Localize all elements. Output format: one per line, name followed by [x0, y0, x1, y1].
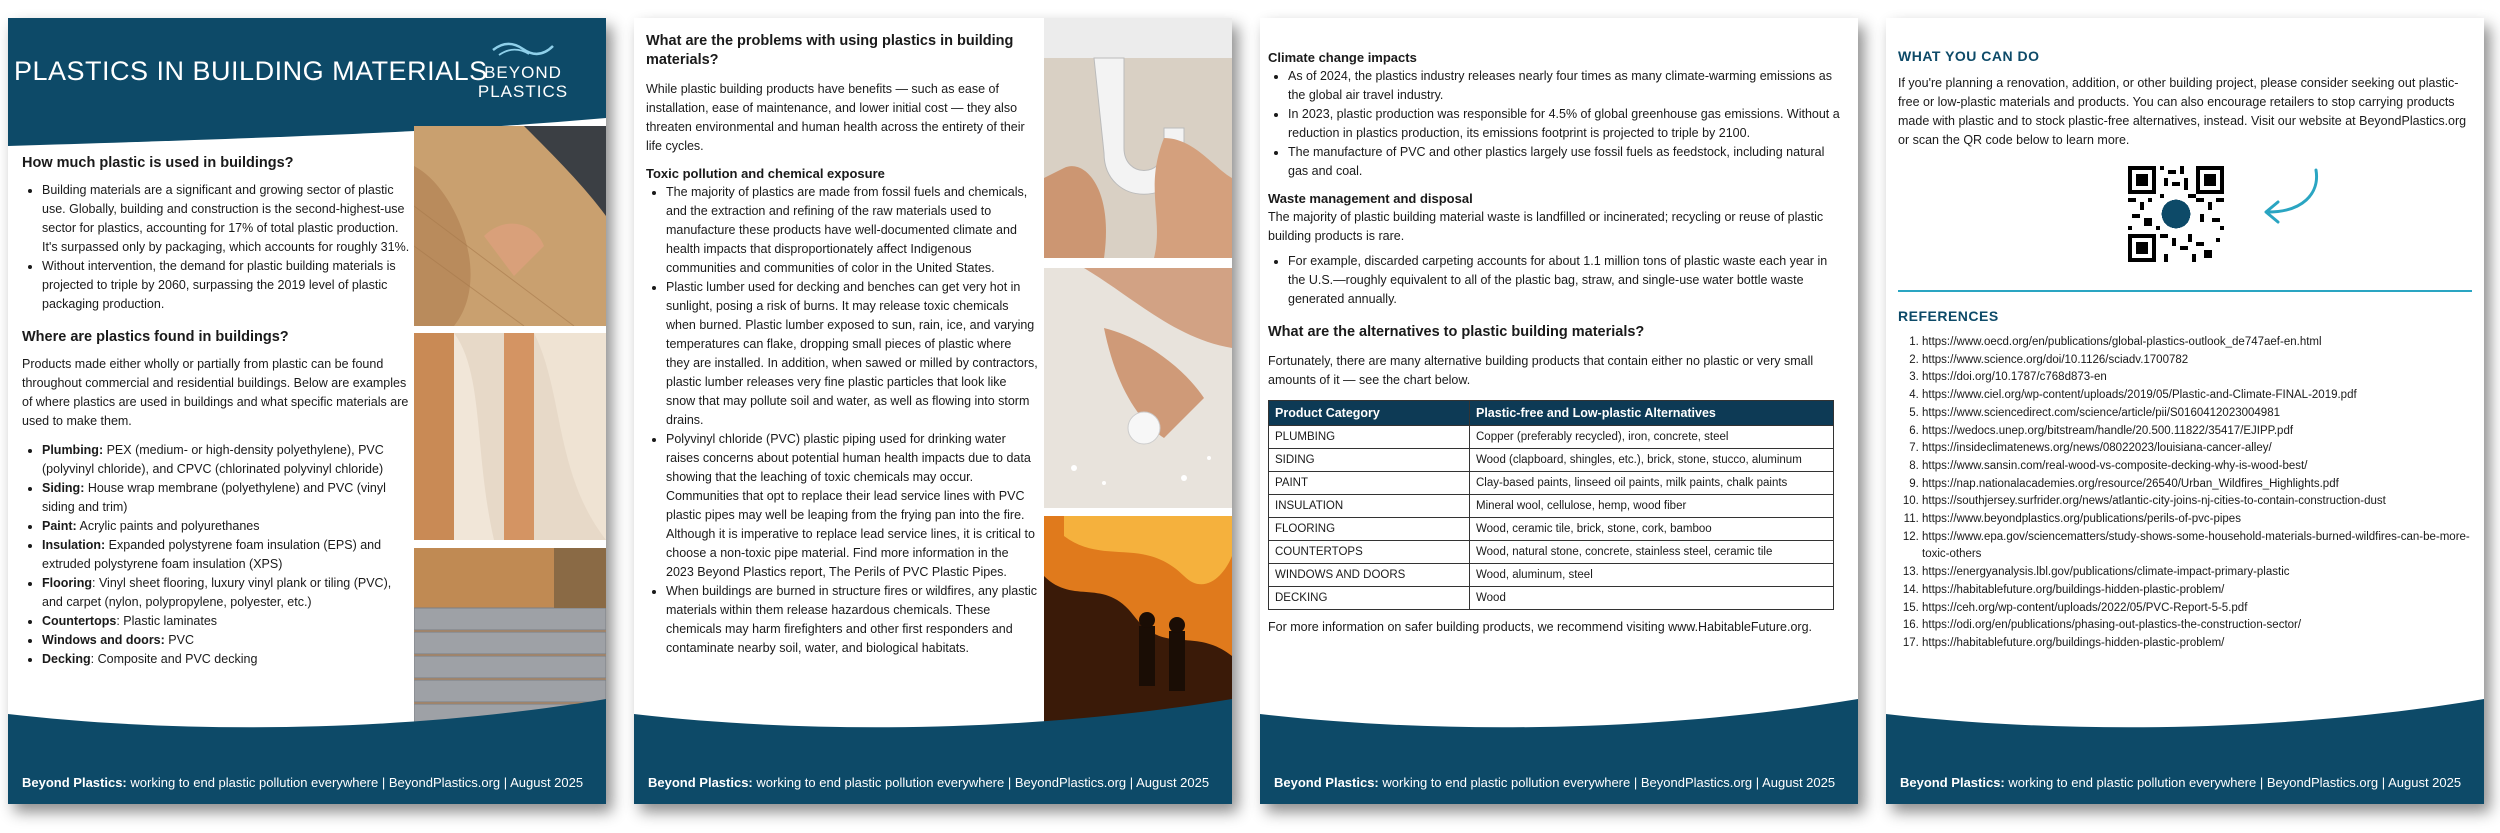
table-row: PAINT Clay-based paints, linseed oil paints, milk paints, chalk paints [1269, 472, 1834, 495]
footer [634, 699, 1232, 804]
where-paragraph: Products made either wholly or partially from plastic can be found throughout commercial and residential buildings. Below are examples of where plastics are used in buildings and what specific materials are used to make them. [22, 357, 409, 428]
wave-logo-icon [491, 40, 555, 58]
problems-heading: What are the problems with using plastics in building materials? [646, 33, 1014, 68]
problems-intro: While plastic building products have benefits — such as ease of installation, ease of maintenance, and lower initial cost — they also threaten environmental and human health across the entirety of their life cycles. [646, 82, 1025, 153]
alternatives-paragraph: Fortunately, there are many alternative building products that contain either no plastic or very small amounts of it — see the chart below. [1268, 354, 1814, 387]
list-item: • For example, discarded carpeting accounts for about 1.1 million tons of plastic waste each year in the U.S.—roughly equivalent to all of the plastic bag, straw, and single-use water bottle waste generated annually. [1288, 252, 1846, 309]
section-heading-where: Where are plastics found in buildings? [22, 329, 289, 345]
reference-link[interactable]: 2. https://www.science.org/doi/10.1126/sciadv.1700782 [1922, 352, 2472, 370]
reference-link[interactable]: 14. https://habitablefuture.org/buildings-hidden-plastic-problem/ [1922, 582, 2472, 600]
footer [1886, 699, 2484, 804]
qr-code[interactable] [2128, 166, 2224, 262]
reference-link[interactable]: 12. https://www.epa.gov/sciencematters/study-shows-some-household-materials-burned-wildfires-can-be-more-toxic-others [1922, 529, 2472, 564]
list-item: • Countertops: Plastic laminates [42, 612, 410, 631]
footer [1260, 699, 1858, 804]
reference-link[interactable]: 11. https://www.beyondplastics.org/publications/perils-of-pvc-pipes [1922, 511, 2472, 529]
page-title: PLASTICS IN BUILDING MATERIALS [14, 56, 488, 86]
reference-link[interactable]: 6. https://wedocs.unep.org/bitstream/handle/20.500.11822/35417/EJIPP.pdf [1922, 423, 2472, 441]
arrow-icon [2254, 166, 2324, 226]
climate-list [1268, 67, 1846, 181]
flooring-photo [414, 126, 606, 326]
table-row: SIDING Wood (clapboard, shingles, etc.), brick, stone, stucco, aluminum [1269, 449, 1834, 472]
footer-site-link[interactable]: BeyondPlastics.org [1640, 775, 1753, 790]
list-item: • When buildings are burned in structure fires or wildfires, any plastic materials within them release hazardous chemicals. These chemicals may harm firefighters and other first responders and contaminate nearby soil, water, and biological habitats. [666, 582, 1038, 658]
toxic-list [646, 183, 1038, 658]
references-list [1898, 334, 2472, 653]
footer-text: Beyond Plastics: working to end plastic pollution everywhere | BeyondPlastics.org | August 2025 [22, 775, 584, 790]
reference-link[interactable]: 15. https://ceh.org/wp-content/uploads/2022/05/PVC-Report-5-5.pdf [1922, 600, 2472, 618]
reference-link[interactable]: 13. https://energyanalysis.lbl.gov/publications/climate-impact-primary-plastic [1922, 564, 2472, 582]
list-item: • The majority of plastics are made from fossil fuels and chemicals, and the extraction and refining of the raw materials used to manufacture these products have well-documented climate and health impacts that disproportionately affect Indigenous communities and communities of color in the United States. [666, 183, 1038, 278]
footer [8, 699, 606, 804]
alternatives-table [1268, 400, 1834, 610]
col-header-category: Product Category [1269, 401, 1470, 426]
pipe-photo [1044, 18, 1232, 258]
list-item: • Siding: House wrap membrane (polyethylene) and PVC (vinyl siding and trim) [42, 479, 410, 517]
table-row: WINDOWS AND DOORS Wood, aluminum, steel [1269, 564, 1834, 587]
footer-text: Beyond Plastics: working to end plastic pollution everywhere | BeyondPlastics.org | August 2025 [648, 775, 1210, 790]
footer-text: Beyond Plastics: working to end plastic pollution everywhere | BeyondPlastics.org | August 2025 [1900, 775, 2462, 790]
list-item: • As of 2024, the plastics industry releases nearly four times as many climate-warming emissions as the global air travel industry. [1288, 67, 1846, 105]
how-much-list [22, 181, 410, 314]
page-1 [8, 18, 606, 804]
list-item: • The manufacture of PVC and other plastics largely use fossil fuels as feedstock, including natural gas and coal. [1288, 143, 1846, 181]
page-2 [634, 18, 1232, 804]
reference-link[interactable]: 9. https://nap.nationalacademies.org/resource/26540/Urban_Wildfires_Highlights.pdf [1922, 476, 2472, 494]
plastic-particles-photo [1044, 268, 1232, 508]
reference-link[interactable]: 3. https://doi.org/10.1787/c768d873-en [1922, 369, 2472, 387]
list-item: • Windows and doors: PVC [42, 631, 410, 650]
reference-link[interactable]: 17. https://habitablefuture.org/buildings-hidden-plastic-problem/ [1922, 635, 2472, 653]
footer-site-link[interactable]: BeyondPlastics.org [1014, 775, 1127, 790]
list-item: • Plastic lumber used for decking and benches can get very hot in sunlight, posing a risk of burns. It may release toxic chemicals when burned. Plastic lumber exposed to sun, rain, ice, and varying temperatures can flake, dropping small pieces of plastic where they are installed. In addition, when sawed or milled by contractors, plastic lumber releases very fine plastic particles that look like snow that may pollute soil and water, as well as flowing into storm drains. [666, 278, 1038, 430]
page-3 [1260, 18, 1858, 804]
waste-list [1268, 252, 1846, 309]
list-item: • Building materials are a significant and growing sector of plastic use. Globally, building and construction is the second-highest-use sector for plastics, accounting for 17% of total plastic production. It's surpassed only by packaging, which accounts for roughly 31%. [42, 181, 410, 257]
reference-link[interactable]: 1. https://www.oecd.org/en/publications/global-plastics-outlook_de747aef-en.html [1922, 334, 2472, 352]
table-row: PLUMBING Copper (preferably recycled), iron, concrete, steel [1269, 426, 1834, 449]
more-info-text: For more information on safer building products, we recommend visiting www.HabitableFuture.org. [1268, 620, 1812, 634]
list-item: • Plumbing: PEX (medium- or high-density polyethylene), PVC (polyvinyl chloride), and CPVC (chlorinated polyvinyl chloride) [42, 441, 410, 479]
list-item: • Decking: Composite and PVC decking [42, 650, 410, 669]
reference-link[interactable]: 7. https://insideclimatenews.org/news/08022023/louisiana-cancer-alley/ [1922, 440, 2472, 458]
climate-heading: Climate change impacts [1268, 50, 1417, 65]
divider [1898, 290, 2472, 292]
references-heading: REFERENCES [1898, 308, 1999, 324]
list-item: • Polyvinyl chloride (PVC) plastic piping used for drinking water raises concerns about potential human health impacts due to data showing that the leaching of toxic chemicals may occur. Communities that opt to replace their lead service lines with PVC plastic pipes may well be leaping from the frying pan into the fire. Although it is imperative to replace lead service lines, it is critical to choose a non-toxic pipe material. Find more information in the 2023 Beyond Plastics report, The Perils of PVC Plastic Pipes. [666, 430, 1038, 582]
table-row: DECKING Wood [1269, 587, 1834, 610]
waste-heading: Waste management and disposal [1268, 191, 1473, 206]
what-you-can-do-paragraph: If you're planning a renovation, addition, or other building project, please consider seeking out plastic-free or low-plastic materials and products. You can also encourage retailers to stop carrying products made with plastic and to stock plastic-free alternatives, instead. Visit our website at BeyondPlastics.org or scan the QR code below to learn more. [1898, 76, 2467, 147]
page-4 [1886, 18, 2484, 804]
reference-link[interactable]: 5. https://www.sciencedirect.com/science/article/pii/S0160412023004981 [1922, 405, 2472, 423]
section-heading-how-much: How much plastic is used in buildings? [22, 155, 294, 171]
what-you-can-do-heading: WHAT YOU CAN DO [1898, 48, 2040, 64]
waste-paragraph: The majority of plastic building material waste is landfilled or incinerated; recycling or reuse of plastic building products is rare. [1268, 210, 1824, 243]
table-row: INSULATION Mineral wool, cellulose, hemp, wood fiber [1269, 495, 1834, 518]
list-item: • In 2023, plastic production was responsible for 4.5% of global greenhouse gas emissions. Without a reduction in plastics production, its emissions footprint is projected to triple by 2100. [1288, 105, 1846, 143]
table-header-row [1269, 401, 1834, 426]
materials-list [22, 441, 410, 669]
list-item: • Without intervention, the demand for plastic building materials is projected to triple by 2060, surpassing the 2019 level of plastic packaging production. [42, 257, 410, 314]
table-row: FLOORING Wood, ceramic tile, brick, stone, cork, bamboo [1269, 518, 1834, 541]
reference-link[interactable]: 4. https://www.ciel.org/wp-content/uploads/2019/05/Plastic-and-Climate-FINAL-2019.pdf [1922, 387, 2472, 405]
insulation-photo [414, 333, 606, 540]
col-header-alternatives: Plastic-free and Low-plastic Alternatives [1470, 401, 1834, 426]
table-row: COUNTERTOPS Wood, natural stone, concrete, stainless steel, ceramic tile [1269, 541, 1834, 564]
footer-site-link[interactable]: BeyondPlastics.org [2266, 775, 2379, 790]
footer-text: Beyond Plastics: working to end plastic pollution everywhere | BeyondPlastics.org | August 2025 [1274, 775, 1836, 790]
beyond-plastics-logo: BEYOND PLASTICS [468, 40, 578, 101]
list-item: • Flooring: Vinyl sheet flooring, luxury vinyl plank or tiling (PVC), and carpet (nylon, polypropylene, polyester, etc.) [42, 574, 410, 612]
alternatives-heading: What are the alternatives to plastic building materials? [1268, 324, 1645, 340]
reference-link[interactable]: 16. https://odi.org/en/publications/phasing-out-plastics-the-construction-sector/ [1922, 617, 2472, 635]
list-item: • Insulation: Expanded polystyrene foam insulation (EPS) and extruded polystyrene foam insulation (XPS) [42, 536, 410, 574]
reference-link[interactable]: 10. https://southjersey.surfrider.org/news/atlantic-city-joins-nj-cities-to-contain-construction-dust [1922, 493, 2472, 511]
reference-link[interactable]: 8. https://www.sansin.com/real-wood-vs-composite-decking-why-is-wood-best/ [1922, 458, 2472, 476]
toxic-subheading: Toxic pollution and chemical exposure [646, 166, 885, 181]
header-banner [8, 18, 606, 138]
list-item: • Paint: Acrylic paints and polyurethanes [42, 517, 410, 536]
footer-site-link[interactable]: BeyondPlastics.org [388, 775, 501, 790]
